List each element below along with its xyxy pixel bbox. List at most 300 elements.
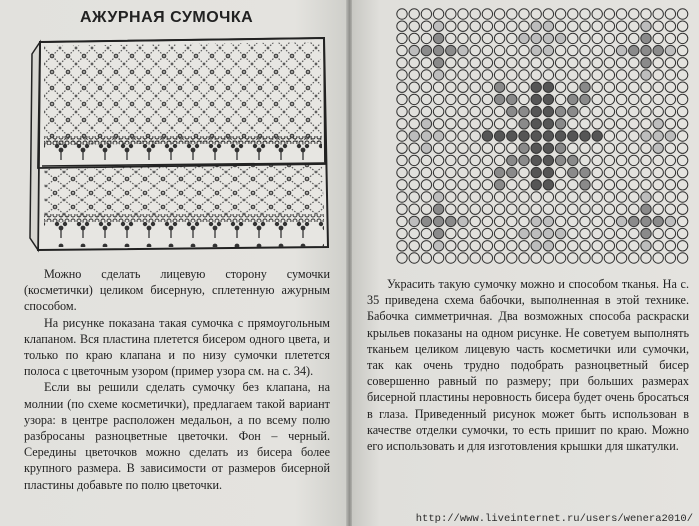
bead — [653, 58, 663, 68]
bead — [458, 143, 468, 153]
bead — [482, 167, 492, 177]
bead — [665, 167, 675, 177]
bead — [470, 9, 480, 19]
bead — [604, 253, 614, 263]
bead — [555, 180, 565, 190]
bead — [543, 216, 553, 226]
bead — [592, 180, 602, 190]
bead — [507, 192, 517, 202]
bead — [629, 167, 639, 177]
bead — [629, 82, 639, 92]
bead — [580, 253, 590, 263]
bead — [421, 21, 431, 31]
bead — [433, 70, 443, 80]
bead — [543, 143, 553, 153]
bead — [616, 192, 626, 202]
bead — [433, 216, 443, 226]
bead — [604, 180, 614, 190]
bead — [494, 228, 504, 238]
bead — [397, 204, 407, 214]
bead — [568, 106, 578, 116]
bead — [665, 204, 675, 214]
bead — [677, 143, 687, 153]
bead — [641, 192, 651, 202]
bead — [507, 119, 517, 129]
bead — [482, 70, 492, 80]
bead — [507, 204, 517, 214]
bead — [592, 253, 602, 263]
bead — [494, 241, 504, 251]
bead — [470, 45, 480, 55]
bead — [531, 241, 541, 251]
bead — [629, 21, 639, 31]
bead — [616, 228, 626, 238]
bead — [592, 82, 602, 92]
bead — [604, 216, 614, 226]
bead — [641, 9, 651, 19]
bead — [616, 155, 626, 165]
bead — [604, 228, 614, 238]
bead — [482, 228, 492, 238]
bead — [543, 253, 553, 263]
bead — [470, 241, 480, 251]
bead — [568, 21, 578, 31]
bead — [555, 119, 565, 129]
bead — [616, 70, 626, 80]
bead — [543, 192, 553, 202]
bead — [568, 143, 578, 153]
bead — [653, 82, 663, 92]
bead — [543, 70, 553, 80]
bead — [507, 167, 517, 177]
bead — [433, 94, 443, 104]
bead — [592, 94, 602, 104]
bead — [555, 21, 565, 31]
bead — [641, 119, 651, 129]
bead — [665, 143, 675, 153]
bead — [409, 216, 419, 226]
bead — [446, 143, 456, 153]
bead — [568, 82, 578, 92]
bead — [580, 167, 590, 177]
bead — [433, 241, 443, 251]
bead — [507, 58, 517, 68]
watermark-url: http://www.liveinternet.ru/users/wenera2010/ — [415, 513, 693, 525]
bead — [494, 155, 504, 165]
bead — [421, 241, 431, 251]
bead — [616, 106, 626, 116]
bead — [555, 82, 565, 92]
bead — [604, 70, 614, 80]
bead — [458, 192, 468, 202]
bead — [470, 167, 480, 177]
bead — [458, 45, 468, 55]
bead — [677, 94, 687, 104]
bead — [653, 228, 663, 238]
bead — [665, 216, 675, 226]
bead — [494, 21, 504, 31]
bead — [543, 21, 553, 31]
bead — [397, 33, 407, 43]
bead — [409, 167, 419, 177]
bead — [458, 155, 468, 165]
bead — [470, 106, 480, 116]
bead — [604, 45, 614, 55]
bead — [653, 253, 663, 263]
bead — [604, 143, 614, 153]
bead — [543, 9, 553, 19]
bead — [653, 119, 663, 129]
bead — [568, 241, 578, 251]
bead — [397, 106, 407, 116]
bead — [580, 155, 590, 165]
bead — [653, 94, 663, 104]
bead — [482, 131, 492, 141]
bead — [482, 45, 492, 55]
bead — [653, 33, 663, 43]
bead — [555, 131, 565, 141]
bead — [629, 131, 639, 141]
bead — [433, 253, 443, 263]
bead — [616, 204, 626, 214]
bead — [446, 131, 456, 141]
bead — [409, 204, 419, 214]
bead — [494, 131, 504, 141]
bead — [421, 253, 431, 263]
right-body-text — [367, 276, 689, 454]
bead — [592, 167, 602, 177]
bead — [653, 192, 663, 202]
bead — [629, 253, 639, 263]
bead — [433, 21, 443, 31]
bead — [592, 216, 602, 226]
bead — [653, 204, 663, 214]
bead — [568, 119, 578, 129]
bead — [409, 45, 419, 55]
bead — [543, 204, 553, 214]
bead — [543, 180, 553, 190]
bead — [641, 82, 651, 92]
bead — [580, 119, 590, 129]
bead — [592, 58, 602, 68]
bead — [519, 94, 529, 104]
bead — [592, 155, 602, 165]
bead — [494, 216, 504, 226]
bead — [568, 58, 578, 68]
bead — [519, 82, 529, 92]
bead — [604, 21, 614, 31]
bead — [592, 9, 602, 19]
bead — [580, 58, 590, 68]
bead — [555, 33, 565, 43]
bead — [446, 106, 456, 116]
bead — [616, 119, 626, 129]
bead — [421, 119, 431, 129]
bead — [397, 216, 407, 226]
bead — [494, 253, 504, 263]
bead — [580, 45, 590, 55]
bead — [592, 70, 602, 80]
bead — [580, 241, 590, 251]
bead — [494, 180, 504, 190]
bead — [458, 94, 468, 104]
bead — [616, 33, 626, 43]
bead — [494, 94, 504, 104]
bead — [494, 58, 504, 68]
bead — [458, 106, 468, 116]
bead — [543, 228, 553, 238]
bead-weaving-pattern — [396, 8, 692, 266]
bead — [409, 155, 419, 165]
bead — [519, 180, 529, 190]
bead — [397, 192, 407, 202]
bead — [568, 180, 578, 190]
bead — [580, 180, 590, 190]
bead — [482, 21, 492, 31]
bead — [446, 180, 456, 190]
bead — [531, 167, 541, 177]
bead — [568, 70, 578, 80]
bead — [458, 253, 468, 263]
bead — [446, 167, 456, 177]
bead — [470, 253, 480, 263]
bead — [653, 180, 663, 190]
bead — [543, 45, 553, 55]
bead — [641, 106, 651, 116]
bead — [519, 45, 529, 55]
bead — [507, 33, 517, 43]
bead — [446, 82, 456, 92]
bead — [507, 155, 517, 165]
bead — [531, 45, 541, 55]
bead — [568, 228, 578, 238]
bead — [446, 119, 456, 129]
bead — [677, 228, 687, 238]
bead — [397, 167, 407, 177]
bead — [555, 70, 565, 80]
bead — [580, 143, 590, 153]
bead — [397, 70, 407, 80]
bead — [397, 228, 407, 238]
bead — [568, 155, 578, 165]
bead — [507, 45, 517, 55]
bead — [470, 119, 480, 129]
bead — [629, 192, 639, 202]
bead — [397, 9, 407, 19]
bead — [604, 241, 614, 251]
bead — [629, 9, 639, 19]
bead — [629, 216, 639, 226]
bead — [397, 45, 407, 55]
bead — [519, 167, 529, 177]
right-page — [352, 0, 699, 526]
bead — [494, 192, 504, 202]
bead — [580, 94, 590, 104]
bead — [592, 131, 602, 141]
bead — [665, 180, 675, 190]
bead — [409, 70, 419, 80]
bead — [507, 253, 517, 263]
bead — [568, 33, 578, 43]
bead — [629, 119, 639, 129]
bead — [421, 33, 431, 43]
bead — [519, 253, 529, 263]
bead — [470, 216, 480, 226]
bead — [421, 143, 431, 153]
bead — [531, 58, 541, 68]
bead — [665, 45, 675, 55]
bead — [433, 131, 443, 141]
bead — [507, 9, 517, 19]
bead — [677, 82, 687, 92]
bead — [629, 106, 639, 116]
bead — [519, 119, 529, 129]
bead — [677, 241, 687, 251]
bead — [641, 167, 651, 177]
bead — [629, 143, 639, 153]
bead — [470, 180, 480, 190]
bead — [604, 94, 614, 104]
bead — [470, 155, 480, 165]
bead — [409, 119, 419, 129]
bead — [446, 216, 456, 226]
bead — [604, 155, 614, 165]
bead — [458, 119, 468, 129]
bead — [568, 94, 578, 104]
bead — [653, 155, 663, 165]
bead — [458, 131, 468, 141]
bead — [397, 131, 407, 141]
bead — [409, 143, 419, 153]
bead — [409, 192, 419, 202]
bead — [482, 9, 492, 19]
bead — [433, 192, 443, 202]
bead — [507, 94, 517, 104]
bead — [507, 216, 517, 226]
bead — [433, 143, 443, 153]
bead — [409, 21, 419, 31]
bead — [568, 216, 578, 226]
bead — [543, 82, 553, 92]
bead — [507, 241, 517, 251]
bead — [629, 180, 639, 190]
bead — [458, 33, 468, 43]
bead — [397, 180, 407, 190]
bead — [568, 253, 578, 263]
bead — [507, 106, 517, 116]
bead — [421, 192, 431, 202]
bead — [470, 58, 480, 68]
bead — [604, 58, 614, 68]
bead — [555, 106, 565, 116]
bead — [641, 216, 651, 226]
bead — [519, 143, 529, 153]
bead — [482, 106, 492, 116]
bead — [409, 241, 419, 251]
bead — [641, 228, 651, 238]
bead — [433, 82, 443, 92]
bead — [494, 70, 504, 80]
bead — [470, 228, 480, 238]
bead — [677, 9, 687, 19]
bead — [531, 253, 541, 263]
bead — [555, 204, 565, 214]
bead — [458, 82, 468, 92]
bead — [531, 119, 541, 129]
bead — [409, 9, 419, 19]
bead — [421, 155, 431, 165]
bead — [433, 204, 443, 214]
bead — [531, 155, 541, 165]
bead — [446, 228, 456, 238]
bead — [458, 180, 468, 190]
bead — [543, 58, 553, 68]
bead — [641, 180, 651, 190]
bead — [543, 241, 553, 251]
bead — [446, 58, 456, 68]
bead — [580, 192, 590, 202]
bead — [507, 131, 517, 141]
bead — [494, 106, 504, 116]
bead — [446, 70, 456, 80]
bead — [482, 143, 492, 153]
bead — [409, 131, 419, 141]
bead — [629, 70, 639, 80]
bead — [641, 58, 651, 68]
bead — [458, 228, 468, 238]
bead — [665, 119, 675, 129]
bead — [531, 204, 541, 214]
bead — [641, 21, 651, 31]
bead — [519, 228, 529, 238]
left-page — [0, 0, 347, 526]
bead — [629, 241, 639, 251]
bead — [531, 143, 541, 153]
bead — [433, 180, 443, 190]
bead — [616, 131, 626, 141]
bead — [531, 94, 541, 104]
bead — [494, 45, 504, 55]
bead — [531, 33, 541, 43]
bead — [397, 119, 407, 129]
bead — [470, 204, 480, 214]
bead — [543, 94, 553, 104]
bead — [641, 131, 651, 141]
page-title: АЖУРНАЯ СУМОЧКА — [80, 9, 254, 26]
bead — [421, 204, 431, 214]
bead — [421, 45, 431, 55]
bead — [470, 70, 480, 80]
bead — [629, 155, 639, 165]
bead — [409, 180, 419, 190]
bead — [531, 228, 541, 238]
bead — [604, 33, 614, 43]
bead — [580, 9, 590, 19]
bead — [555, 58, 565, 68]
bead — [629, 204, 639, 214]
bead — [665, 33, 675, 43]
bead — [665, 70, 675, 80]
bead — [458, 58, 468, 68]
bead — [616, 58, 626, 68]
bead — [641, 241, 651, 251]
bead — [604, 119, 614, 129]
paragraph: На рисунке показана такая сумочка с прямоугольным клапаном. Вся пластина плетется бисером одного цвета, и только по краю клапана и по низу сумочки плетется полоса с цветочным узором (пример узора см. на с. 34). — [24, 315, 330, 379]
bead — [543, 33, 553, 43]
bead — [519, 106, 529, 116]
bead — [421, 58, 431, 68]
bead — [677, 216, 687, 226]
